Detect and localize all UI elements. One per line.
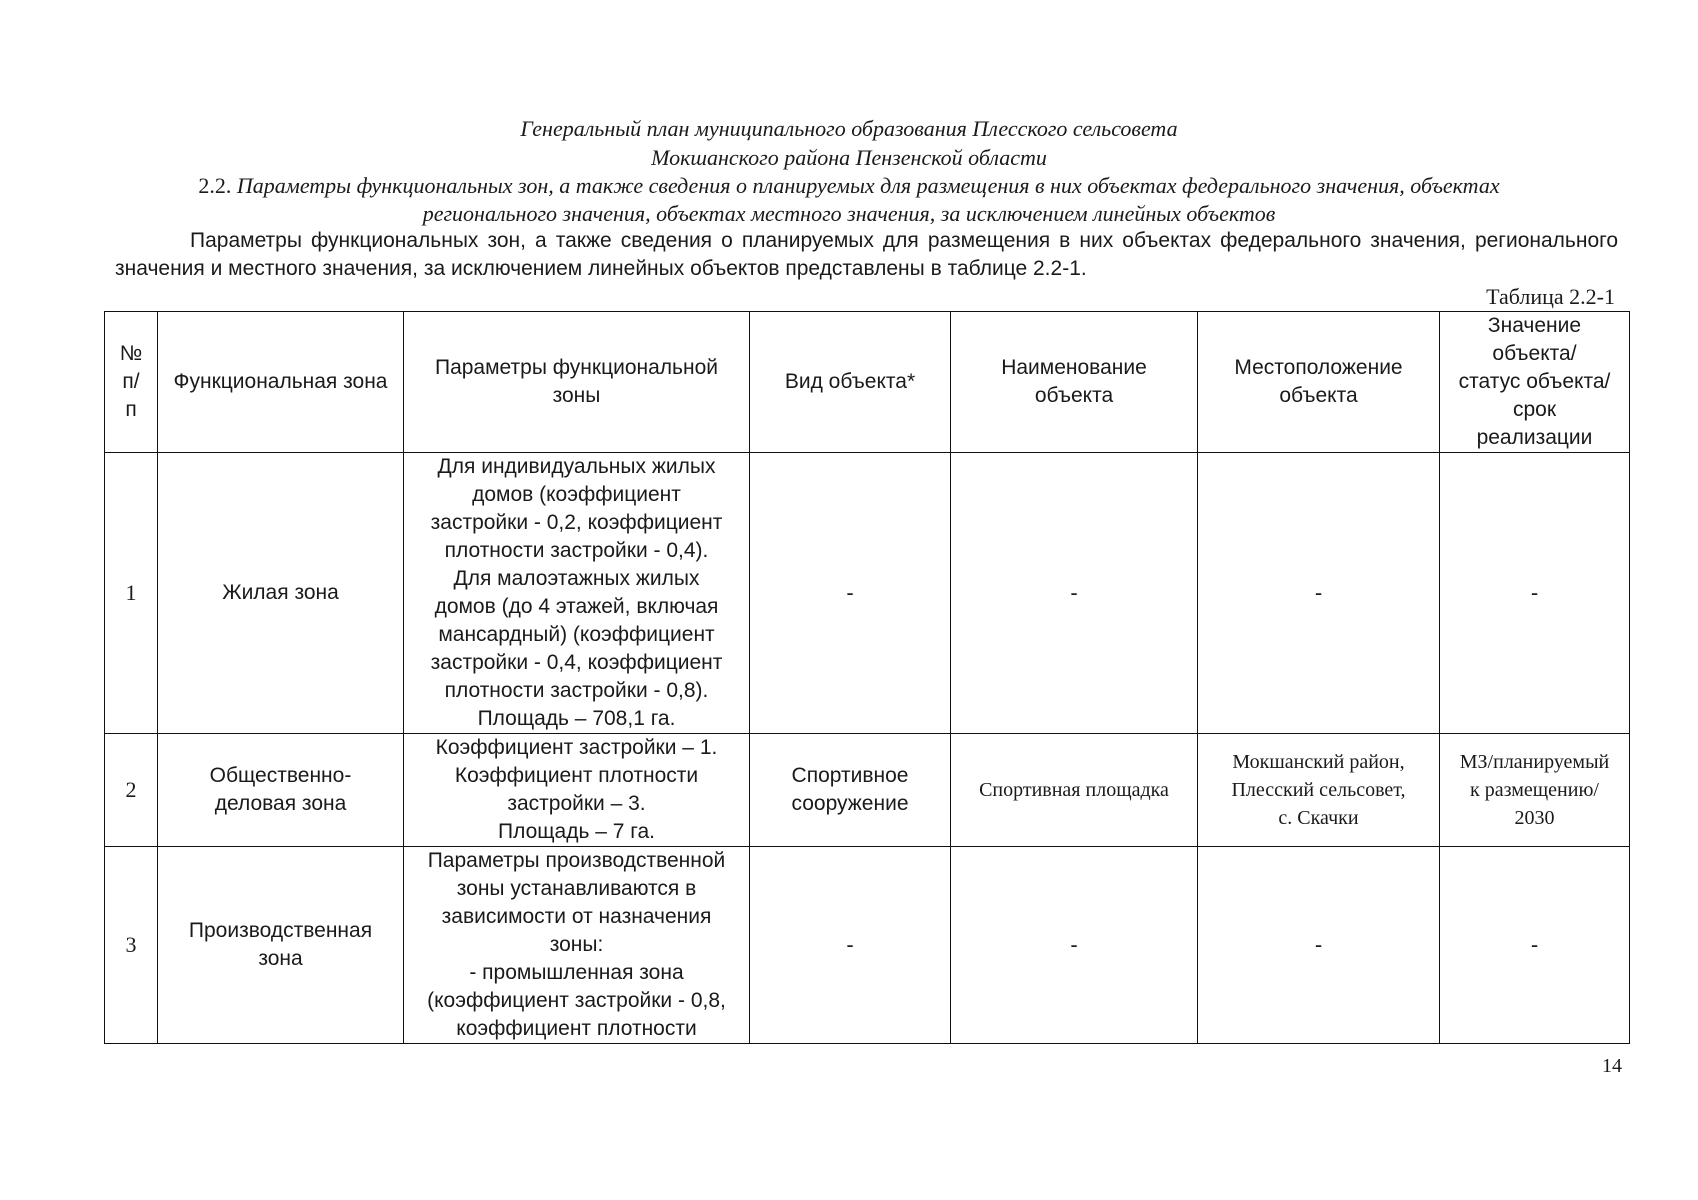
section-number: 2.2.	[198, 173, 232, 198]
cell-line: №	[119, 342, 143, 365]
cell-line: Спортивное	[791, 764, 909, 787]
cell-line: срок	[1512, 398, 1557, 421]
cell-line: -	[846, 580, 854, 605]
row-name	[951, 734, 1198, 847]
cell-line: домов (коэффициент	[472, 483, 681, 506]
header-params	[404, 312, 750, 453]
row-kind	[750, 453, 951, 734]
row-params	[404, 453, 750, 734]
cell-line: мансардный) (коэффициент	[438, 623, 715, 646]
header-zone: Функциональная зона	[158, 312, 404, 453]
cell-line: Площадь – 7 га.	[498, 820, 655, 843]
cell-line: 2030	[1514, 807, 1555, 829]
row-kind	[750, 734, 951, 847]
row-num: 1	[105, 453, 158, 734]
cell-line: Местоположение	[1234, 356, 1403, 379]
cell-line: (коэффициент застройки - 0,8,	[427, 989, 726, 1012]
intro-paragraph: Параметры функциональных зон, а также сведения о планируемых для размещения в них объектах федерального значения, регионального значения и местного значения, за исключением линейных объектов представлены в таблице 2.2-1.	[115, 229, 1618, 280]
cell-line: п/	[122, 370, 140, 393]
page-number: 14	[1602, 1055, 1622, 1077]
cell-line: Параметры функциональной	[434, 356, 719, 379]
cell-line: зоны устанавливаются в	[456, 877, 697, 900]
cell-line: Производственная	[188, 919, 373, 942]
cell-line: Плесский сельсовет,	[1231, 779, 1406, 801]
cell-line: к размещению/	[1470, 779, 1599, 801]
document-header-line-1: Генеральный план муниципального образования Плесского сельсовета	[520, 116, 1178, 141]
cell-line: статус объекта/	[1458, 370, 1611, 393]
cell-line: Коэффициент застройки – 1.	[435, 736, 718, 759]
section-heading-line-2: регионального значения, объектах местного значения, за исключением линейных объектов	[422, 201, 1276, 226]
cell-line: - промышленная зона	[469, 961, 684, 984]
row-zone	[158, 847, 404, 1044]
row-params	[404, 847, 750, 1044]
section-heading-line-1	[0, 172, 1698, 199]
row-location	[1198, 453, 1440, 734]
cell-line: Площадь – 708,1 га.	[477, 707, 676, 730]
cell-line: Параметры производственной	[427, 849, 726, 872]
table-row	[105, 453, 1630, 734]
cell-line: объекта/	[1492, 342, 1577, 365]
document-header-line-2: Мокшанского района Пензенской области	[651, 145, 1047, 170]
cell-line: деловая зона	[214, 792, 347, 815]
cell-line: плотности застройки - 0,8).	[444, 679, 709, 702]
row-kind	[750, 847, 951, 1044]
cell-line: застройки – 3.	[507, 792, 646, 815]
cell-line: Для малоэтажных жилых	[453, 567, 700, 590]
header-name	[951, 312, 1198, 453]
cell-line: -	[1070, 932, 1078, 957]
cell-line: объекта	[1279, 384, 1358, 407]
cell-line: коэффициент плотности	[456, 1017, 697, 1040]
cell-line: -	[1314, 580, 1323, 605]
row-significance	[1440, 847, 1630, 1044]
row-num: 2	[105, 734, 158, 847]
row-zone	[158, 734, 404, 847]
cell-line: Общественно-	[209, 764, 352, 787]
row-location	[1198, 847, 1440, 1044]
row-zone	[158, 453, 404, 734]
table-row	[105, 847, 1630, 1044]
header-significance	[1440, 312, 1630, 453]
row-significance	[1440, 734, 1630, 847]
cell-line: домов (до 4 этажей, включая	[434, 595, 719, 618]
cell-line: -	[1530, 932, 1539, 957]
row-params	[404, 734, 750, 847]
cell-line: зоны	[552, 384, 601, 407]
cell-line: с. Скачки	[1278, 807, 1359, 829]
cell-line: Наименование	[1001, 356, 1147, 379]
header-location	[1198, 312, 1440, 453]
cell-line: МЗ/планируемый	[1459, 751, 1610, 773]
header-kind: Вид объекта*	[750, 312, 951, 453]
row-location	[1198, 734, 1440, 847]
cell-line: Коэффициент плотности	[454, 764, 699, 787]
row-name	[951, 453, 1198, 734]
row-num: 3	[105, 847, 158, 1044]
section-title-part-1: Параметры функциональных зон, а также сведения о планируемых для размещения в них объектах федерального значения, объектах	[236, 173, 1500, 198]
cell-line: -	[1314, 932, 1323, 957]
cell-line: застройки - 0,2, коэффициент	[430, 511, 723, 534]
cell-line: -	[1070, 580, 1078, 605]
cell-line: зоны:	[549, 933, 604, 956]
table-row	[105, 734, 1630, 847]
table-header-row	[105, 312, 1630, 453]
cell-line: реализации	[1476, 426, 1593, 449]
cell-line: п	[125, 398, 137, 421]
row-name	[951, 847, 1198, 1044]
functional-zones-table	[104, 311, 1630, 1044]
cell-line: Спортивная площадка	[979, 779, 1169, 801]
cell-line: сооружение	[791, 792, 909, 815]
cell-line: -	[1530, 580, 1539, 605]
cell-line: Жилая зона	[222, 581, 339, 604]
header-num	[105, 312, 158, 453]
cell-line: Для индивидуальных жилых	[437, 455, 716, 478]
cell-line: объекта	[1034, 384, 1114, 407]
table-caption: Таблица 2.2-1	[1486, 284, 1615, 309]
cell-line: плотности застройки - 0,4).	[444, 539, 709, 562]
row-significance	[1440, 453, 1630, 734]
cell-line: зона	[258, 947, 303, 970]
cell-line: зависимости от назначения	[441, 905, 712, 928]
cell-line: Значение	[1487, 314, 1582, 337]
cell-line: застройки - 0,4, коэффициент	[430, 651, 723, 674]
cell-line: -	[846, 932, 854, 957]
cell-line: Мокшанский район,	[1232, 751, 1405, 773]
